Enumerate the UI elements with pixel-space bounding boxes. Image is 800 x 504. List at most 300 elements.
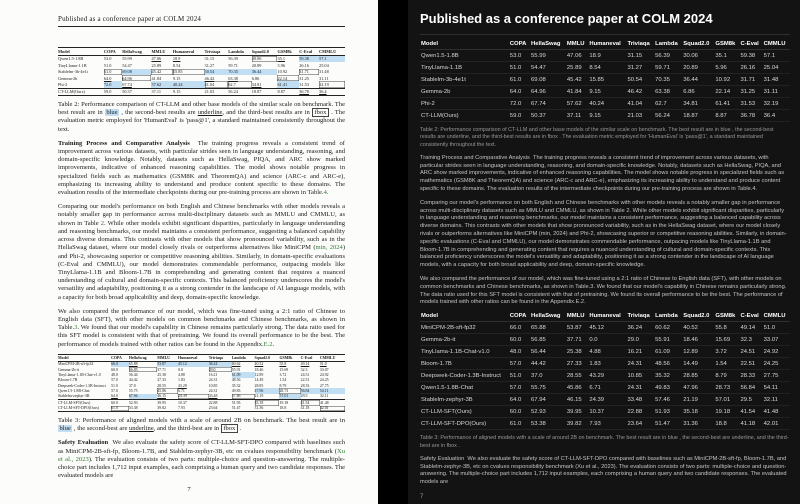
metric-value: 65.88 bbox=[530, 322, 566, 334]
metric-value: 31.71 bbox=[299, 69, 319, 75]
table-2-caption-dark: Table 2: Performance comparison of CT-LLM and other base models of the similar scale on benchmark. The best result are in blue , the second-best results are underline, and the third-best results are in fbox . The evaluation metric employed for 'HumanEval' is 'pass@1', a standard maintained consistently throughout the text. bbox=[420, 127, 774, 148]
column-header: COPA bbox=[104, 48, 122, 56]
citation-link[interactable]: 2 bbox=[100, 219, 105, 227]
metric-value: 54.47 bbox=[530, 62, 566, 74]
metric-value: 45.12 bbox=[178, 361, 209, 367]
metric-value: 56.44 bbox=[128, 372, 138, 377]
metric-value: 45.86 bbox=[566, 382, 588, 394]
metric-value: 20.89 bbox=[251, 62, 262, 68]
column-header: C-Eval bbox=[739, 38, 762, 50]
paper-page-light bbox=[0, 0, 378, 504]
metric-value: 8.79 bbox=[714, 370, 739, 382]
table-row bbox=[420, 322, 790, 334]
table-row bbox=[420, 382, 790, 394]
metric-value: 25.89 bbox=[566, 62, 588, 74]
metric-value: 61.09 bbox=[654, 346, 682, 358]
metric-value: 9.15 bbox=[588, 86, 626, 98]
table-row bbox=[420, 394, 790, 406]
metric-value: 57.0 bbox=[509, 358, 530, 370]
text-run: We also evaluate the safety score of CT-LLM-SFT-DPO compared with baselines such as MiniCPM-2B-sft-fp, Bloom-1.7B, and Stablelm-zephyr-3B, etc on cvalues responsibility benchmark ( bbox=[58, 439, 345, 455]
metric-value: 44.42 bbox=[530, 358, 566, 370]
metric-value: 64.0 bbox=[509, 86, 530, 98]
model-name: CT-LLM-SFT-DPO(Ours) bbox=[58, 406, 99, 411]
metric-value: 31.36 bbox=[254, 406, 264, 411]
metric-value: 43.29 bbox=[588, 370, 626, 382]
metric-value: 47.06 bbox=[151, 56, 162, 62]
model-name: Gemma-2b-it bbox=[58, 367, 79, 372]
metric-value: 36.4 bbox=[763, 110, 790, 122]
metric-value: 32.11 bbox=[319, 394, 329, 399]
metric-value: 45.12 bbox=[588, 322, 626, 334]
metric-value: 55.8 bbox=[279, 362, 287, 367]
metric-value: 15.69 bbox=[279, 367, 289, 372]
metric-value: 15.69 bbox=[714, 334, 739, 346]
metric-value: 54.11 bbox=[763, 382, 790, 394]
model-name: Bloom-1.7B bbox=[58, 378, 78, 383]
metric-value: 31.48 bbox=[319, 69, 329, 75]
metric-value: 36.44 bbox=[252, 69, 278, 75]
model-name: Deepseek-Coder-1.3B-Instruct bbox=[58, 383, 106, 388]
metric-value: 57.01 bbox=[714, 394, 739, 406]
metric-value: 31.25 bbox=[739, 86, 762, 98]
metric-value: 52.93 bbox=[129, 400, 157, 406]
text-run: We also compared the performance of our model, which was fine-tuned using a 2:1 ratio of Chinese to English data (SFT), with other models on common benchmarks and Chinese benchmarks, as shown in Table. bbox=[58, 307, 345, 332]
metric-value: 57.46 bbox=[232, 394, 255, 400]
column-header: Lambda bbox=[654, 38, 682, 50]
fbox-sample: fbox bbox=[312, 108, 329, 117]
metric-value: 57.46 bbox=[654, 394, 682, 406]
model-name: MiniCPM-2B-sft-fp32 bbox=[420, 322, 509, 334]
metric-value: 22.51 bbox=[739, 358, 762, 370]
metric-value: 24.31 bbox=[626, 358, 654, 370]
metric-value: 60.0 bbox=[509, 406, 530, 418]
metric-value: 51.47 bbox=[654, 418, 682, 430]
column-header: Humaneval bbox=[588, 310, 626, 322]
metric-value: 21.03 bbox=[626, 110, 654, 122]
citation-link[interactable]: min, 2024 bbox=[315, 244, 343, 252]
metric-value: 18.8 bbox=[279, 406, 287, 411]
metric-value: 31.15 bbox=[204, 56, 215, 62]
metric-value: 19.18 bbox=[279, 400, 300, 406]
model-name: MiniCPM-2B-sft-fp32 bbox=[58, 362, 94, 367]
metric-value: 41.18 bbox=[739, 418, 762, 430]
metric-value: 24.51 bbox=[739, 346, 762, 358]
metric-value: 36.78 bbox=[739, 110, 762, 122]
text-run: . bbox=[326, 189, 329, 197]
metric-value: 27.33 bbox=[157, 378, 166, 383]
metric-value: 20.89 bbox=[682, 62, 714, 74]
metric-value: 35.1 bbox=[714, 50, 739, 62]
metric-value: 41.48 bbox=[763, 406, 790, 418]
metric-value: 63.38 bbox=[228, 75, 238, 81]
metric-value: 55.99 bbox=[530, 50, 566, 62]
metric-value: 50.54 bbox=[626, 74, 654, 86]
column-header: Lambda bbox=[654, 310, 682, 322]
metric-value: 47.96 bbox=[682, 382, 714, 394]
metric-value: 57.1 bbox=[763, 50, 790, 62]
metric-value: 51.0 bbox=[319, 362, 327, 367]
fbox-sample: fbox bbox=[221, 424, 238, 433]
metric-value: 35.32 bbox=[654, 370, 682, 382]
metric-value: 41.48 bbox=[320, 400, 345, 406]
metric-value: 36.24 bbox=[209, 361, 232, 367]
metric-value: 56.85 bbox=[530, 334, 566, 346]
metric-value: 55.8 bbox=[714, 322, 739, 334]
model-name: Phi-2 bbox=[58, 81, 68, 87]
metric-value: 7.93 bbox=[178, 406, 185, 411]
metric-value: 56.84 bbox=[301, 388, 320, 393]
metric-value: 46.15 bbox=[157, 394, 166, 399]
metric-value: 8.54 bbox=[588, 62, 626, 74]
metric-value: 10.92 bbox=[714, 74, 739, 86]
metric-value: 33.48 bbox=[208, 394, 218, 399]
citation-link[interactable]: Xu et al., 2023 bbox=[58, 447, 345, 463]
metric-value: 61.0 bbox=[104, 69, 122, 75]
metric-value: 37.0 bbox=[128, 383, 136, 388]
metric-value: 27.75 bbox=[763, 370, 790, 382]
paper-page-dark bbox=[408, 0, 800, 504]
metric-value: 41.18 bbox=[300, 406, 310, 411]
metric-value: 60.62 bbox=[231, 362, 241, 367]
metric-value: 51.0 bbox=[111, 383, 118, 388]
metric-value: 15.85 bbox=[588, 74, 626, 86]
metric-value: 35.1 bbox=[277, 56, 286, 62]
column-header: Lambda bbox=[232, 354, 255, 361]
metric-value: 33.07 bbox=[763, 334, 790, 346]
running-header-dark: Published as a conference paper at COLM 2024 bbox=[420, 6, 790, 35]
metric-value: 57.01 bbox=[279, 394, 300, 400]
metric-value: 55.91 bbox=[654, 334, 682, 346]
column-header: Model bbox=[58, 354, 111, 361]
metric-value: 18.8 bbox=[714, 418, 739, 430]
metric-value: 32.3 bbox=[739, 334, 762, 346]
column-header: COPA bbox=[509, 38, 530, 50]
metric-value: 59.0 bbox=[104, 88, 122, 95]
metric-value: 49.14 bbox=[739, 322, 762, 334]
column-header: CMMLU bbox=[320, 354, 345, 361]
model-name: TinyLlama-1.1B-Chat-v1.0 bbox=[420, 346, 509, 358]
metric-value: 9.15 bbox=[588, 110, 626, 122]
metric-value: 22.14 bbox=[277, 75, 299, 81]
metric-value: 25.89 bbox=[151, 62, 162, 68]
metric-value: 55.75 bbox=[128, 389, 138, 394]
table-2-caption bbox=[58, 101, 345, 134]
metric-value: 72.0 bbox=[509, 98, 530, 110]
underline-sample: underline bbox=[197, 109, 223, 117]
column-header: Model bbox=[420, 310, 509, 322]
model-name: Gemma-2b bbox=[420, 86, 509, 98]
metric-value: 27.33 bbox=[566, 358, 588, 370]
metric-value: 65.88 bbox=[128, 362, 138, 367]
metric-value: 45.42 bbox=[566, 74, 588, 86]
metric-value: 41.54 bbox=[301, 400, 320, 406]
metric-value: 37.11 bbox=[151, 88, 172, 95]
metric-value: 10.85 bbox=[208, 383, 218, 388]
model-name: Stablelm-zephyr-3B bbox=[420, 394, 509, 406]
column-header: Humaneval bbox=[173, 48, 205, 56]
metric-value: 41.54 bbox=[739, 406, 762, 418]
metric-value: 40.52 bbox=[254, 362, 264, 367]
metric-value: 51.93 bbox=[232, 400, 255, 406]
metric-value: 28.33 bbox=[300, 383, 310, 388]
table-row bbox=[420, 50, 790, 62]
paragraph-training-analysis bbox=[58, 140, 345, 197]
table-row bbox=[420, 74, 790, 86]
column-header: Model bbox=[420, 38, 509, 50]
metric-value: 53.87 bbox=[566, 322, 588, 334]
metric-value: 5.96 bbox=[714, 62, 739, 74]
metric-value: 60.62 bbox=[654, 322, 682, 334]
metric-value: 33.07 bbox=[319, 367, 329, 372]
metric-value: 4.88 bbox=[178, 372, 185, 377]
metric-value: 24.51 bbox=[300, 372, 310, 377]
metric-value: 28.85 bbox=[682, 370, 714, 382]
metric-value: 29.5 bbox=[739, 394, 762, 406]
metric-value: 56.39 bbox=[228, 56, 238, 62]
metric-value: 6.86 bbox=[251, 75, 260, 81]
metric-value: 61.09 bbox=[232, 372, 255, 377]
column-header: HellaSwag bbox=[129, 354, 157, 361]
column-header: CMMLU bbox=[319, 48, 345, 56]
column-header: HellaSwag bbox=[530, 310, 566, 322]
metric-value: 9.15 bbox=[173, 88, 205, 95]
blue-highlight-sample: blue bbox=[59, 425, 71, 433]
metric-value: 61.0 bbox=[111, 406, 129, 412]
model-name: Gemma-2b bbox=[58, 75, 78, 81]
metric-value: 28.73 bbox=[279, 388, 300, 393]
metric-value: 55.99 bbox=[122, 56, 132, 62]
metric-value: 66.0 bbox=[111, 361, 129, 367]
metric-value: 39.82 bbox=[157, 406, 166, 411]
metric-value: 61.0 bbox=[509, 74, 530, 86]
table-row bbox=[420, 418, 790, 430]
metric-value: 54.11 bbox=[320, 388, 345, 393]
metric-value: 46.42 bbox=[204, 75, 215, 81]
column-header: Squad2.0 bbox=[255, 354, 280, 361]
metric-value: 56.85 bbox=[129, 367, 157, 372]
column-header: MMLU bbox=[566, 38, 588, 50]
metric-value: 45.42 bbox=[151, 69, 172, 75]
metric-value: 40.24 bbox=[588, 98, 626, 110]
metric-value: 18.87 bbox=[252, 88, 278, 95]
metric-value: 31.27 bbox=[626, 62, 654, 74]
column-header: COPA bbox=[111, 354, 129, 361]
metric-value: 24.39 bbox=[178, 394, 209, 400]
metric-value: 8.54 bbox=[172, 62, 181, 68]
metric-value: 51.0 bbox=[103, 62, 112, 68]
metric-value: 62.7 bbox=[228, 81, 252, 88]
metric-value: 53.0 bbox=[103, 56, 112, 62]
table-row bbox=[420, 86, 790, 98]
metric-value: 66.0 bbox=[509, 322, 530, 334]
metric-value: 41.84 bbox=[151, 75, 162, 81]
metric-value: 53.0 bbox=[509, 50, 530, 62]
metric-value: 7.93 bbox=[588, 418, 626, 430]
metric-value: 0.0 bbox=[588, 334, 626, 346]
text-run: . While other models exhibit significant disparities, particularly in language understanding and reasoning benchmarks, our model maintains a consistent performance, suggesting a balanced capability across diverse domains. This contrasts with other models that show pronounced variability, such as in the HellaSwag dataset, where our model closely rivals or outperforms alternatives like MiniCPM ( bbox=[58, 219, 345, 252]
metric-value: 63.38 bbox=[654, 86, 682, 98]
metric-value: 36.78 bbox=[299, 88, 319, 95]
metric-value: 64.0 bbox=[111, 394, 118, 399]
metric-value: 49.83 bbox=[231, 389, 241, 394]
metric-value: 32.3 bbox=[300, 367, 308, 372]
metric-value: 56.84 bbox=[739, 382, 762, 394]
metric-value: 59.71 bbox=[654, 62, 682, 74]
metric-value: 35.18 bbox=[255, 400, 280, 406]
metric-value: 10.37 bbox=[588, 406, 626, 418]
metric-value: 1.83 bbox=[588, 358, 626, 370]
metric-value: 32.19 bbox=[319, 81, 345, 88]
metric-value: 31.11 bbox=[319, 75, 329, 81]
metric-value: 37.0 bbox=[530, 370, 566, 382]
metric-value: 23.64 bbox=[208, 406, 218, 411]
metric-value: 29.0 bbox=[209, 367, 232, 372]
model-name: CT-LLM-SFT-DPO(Ours) bbox=[420, 418, 509, 430]
metric-value: 41.04 bbox=[626, 98, 654, 110]
metric-value: 59.0 bbox=[509, 110, 530, 122]
column-header: C-Eval bbox=[739, 310, 762, 322]
column-header: GSM8k bbox=[714, 310, 739, 322]
metric-value: 28.33 bbox=[739, 370, 762, 382]
header-row bbox=[420, 38, 790, 50]
metric-value: 57.0 bbox=[509, 382, 530, 394]
metric-value: 39.95 bbox=[566, 406, 588, 418]
metric-value: 24.31 bbox=[208, 378, 218, 383]
metric-value: 57.0 bbox=[111, 378, 118, 383]
metric-value: 56.24 bbox=[228, 88, 252, 95]
metric-value: 49.14 bbox=[300, 362, 310, 367]
metric-value: 40.52 bbox=[682, 322, 714, 334]
model-name: Stablelm-3b-4e1t bbox=[420, 74, 509, 86]
metric-value: 24.39 bbox=[588, 394, 626, 406]
model-name: Qwen1.5-1.8B-Chat bbox=[58, 389, 90, 394]
citation-link[interactable]: 3 bbox=[74, 324, 78, 332]
metric-value: 8.87 bbox=[714, 110, 739, 122]
metric-value: 34.81 bbox=[251, 81, 262, 87]
column-header: MMLU bbox=[157, 354, 178, 361]
metric-value: 25.38 bbox=[157, 372, 166, 377]
metric-value: 46.15 bbox=[566, 394, 588, 406]
metric-value: 34.81 bbox=[682, 98, 714, 110]
table-3-dark bbox=[420, 310, 790, 430]
model-name: TinyLlama-1.1B bbox=[420, 62, 509, 74]
column-header: Triviaqa bbox=[626, 310, 654, 322]
metric-value: 31.25 bbox=[299, 75, 309, 81]
column-header: C-Eval bbox=[299, 48, 319, 56]
metric-value: 25.38 bbox=[566, 346, 588, 358]
column-header: Lambda bbox=[228, 48, 252, 56]
metric-value: 24.25 bbox=[763, 358, 790, 370]
table-2-dark bbox=[420, 38, 790, 122]
metric-value: 16.21 bbox=[626, 346, 654, 358]
model-name: Qwen1.5-1.8B bbox=[58, 56, 84, 62]
metric-value: 40.24 bbox=[173, 81, 205, 88]
metric-value: 31.53 bbox=[299, 81, 309, 87]
running-header: Published as a conference paper at COLM 2024 bbox=[58, 9, 345, 27]
metric-value: 6.86 bbox=[682, 86, 714, 98]
metric-value: 48.0 bbox=[111, 372, 118, 377]
metric-value: 60.0 bbox=[509, 334, 530, 346]
metric-value: 51.0 bbox=[509, 370, 530, 382]
metric-value: 22.14 bbox=[714, 86, 739, 98]
column-header: GSM8k bbox=[277, 48, 299, 56]
text-run: . bbox=[272, 340, 275, 348]
citation-link[interactable]: 4 bbox=[323, 189, 327, 197]
column-header: Squad2.0 bbox=[682, 310, 714, 322]
model-name: Qwen1.5-1.8B-Chat bbox=[420, 382, 509, 394]
metric-value: 24.31 bbox=[626, 382, 654, 394]
metric-value: 35.32 bbox=[231, 383, 241, 388]
column-header: Model bbox=[58, 48, 104, 56]
table-row bbox=[420, 334, 790, 346]
metric-value: 54.47 bbox=[122, 62, 132, 68]
column-header: CMMLU bbox=[763, 38, 790, 50]
column-header: HellaSwag bbox=[530, 38, 566, 50]
metric-value: 59.38 bbox=[299, 55, 319, 62]
metric-value: 3.72 bbox=[279, 372, 287, 377]
metric-value: 51.0 bbox=[509, 62, 530, 74]
metric-value: 37.71 bbox=[157, 367, 166, 372]
underline-sample: underline bbox=[129, 425, 154, 433]
paragraph-safety-evaluation-dark: Safety Evaluation We also evaluate the safety score of CT-LLM-SFT-DPO compared with baselines such as MiniCPM-2B-sft-fp, Bloom-1.7B, and Stablelm-zephyr-3B, etc on cvalues responsibility benchmark (Xu et al., 2023). The evaluation consists of two parts: multiple-choice and question-answering. The multiple-choice part includes 1,712 input examples, each comprising a human query and two candidate responses. The evaluated models are bbox=[420, 455, 787, 486]
metric-value: 59.71 bbox=[228, 62, 238, 68]
metric-value: 18.46 bbox=[682, 334, 714, 346]
metric-value: 46.42 bbox=[626, 86, 654, 98]
metric-value: 69.08 bbox=[530, 74, 566, 86]
metric-value: 14.49 bbox=[254, 378, 264, 383]
column-header: GSM8k bbox=[279, 354, 300, 361]
metric-value: 1.54 bbox=[279, 378, 287, 383]
metric-value: 48.56 bbox=[654, 358, 682, 370]
metric-value: 5.96 bbox=[277, 62, 286, 68]
table-row bbox=[58, 55, 345, 62]
model-name: CT-LLM-SFT(Ours) bbox=[420, 406, 509, 418]
column-header: Squad2.0 bbox=[252, 48, 278, 56]
metric-value: 57.62 bbox=[151, 81, 172, 88]
metric-value: 23.64 bbox=[626, 418, 654, 430]
metric-value: 22.88 bbox=[209, 400, 232, 406]
metric-value: 67.74 bbox=[122, 81, 132, 87]
metric-value: 62.7 bbox=[654, 98, 682, 110]
metric-value: 51.0 bbox=[763, 322, 790, 334]
metric-value: 67.94 bbox=[530, 394, 566, 406]
paragraph-training-analysis-dark: Training Process and Comparative Analysis The training progress reveals a consistent trend of improvement across various datasets, with particular strides seen in language understanding, reasoning, and domain-specific knowledge. Notably, datasets such as HellaSwag, PIQA, and ARC show marked improvements, indicative of enhanced reasoning capabilities. The model shows notable progress in specialized fields such as mathematics (GSM8K and TheoremQA) and science (ARC-c and ARC-e), emphasizing its increasing ability to understand and produce content specific to these domains. The evaluation results of the intermediate checkpoints during our pre-training process are shown in Table.4. bbox=[420, 154, 785, 192]
metric-value: 42.01 bbox=[763, 418, 790, 430]
metric-value: 57.62 bbox=[566, 98, 588, 110]
metric-value: 24.92 bbox=[319, 372, 329, 377]
metric-value: 36.4 bbox=[319, 88, 345, 95]
metric-value: 55.75 bbox=[530, 382, 566, 394]
metric-value: 61.41 bbox=[277, 81, 299, 88]
metric-value: 70.35 bbox=[228, 69, 252, 75]
metric-value: 69.08 bbox=[122, 69, 151, 75]
metric-value: 56.44 bbox=[530, 346, 566, 358]
metric-value: 8.87 bbox=[277, 88, 299, 95]
table-row bbox=[420, 406, 790, 418]
citation-link[interactable]: E.2 bbox=[263, 340, 273, 348]
metric-value: 47.06 bbox=[566, 50, 588, 62]
metric-value: 19.18 bbox=[714, 406, 739, 418]
metric-value: 59.38 bbox=[739, 50, 762, 62]
column-header: GSM8k bbox=[714, 38, 739, 50]
metric-value: 51.93 bbox=[654, 406, 682, 418]
metric-value: 4.88 bbox=[588, 346, 626, 358]
page-number-dark: 7 bbox=[420, 493, 424, 500]
text-run: The training progress reveals a consistent trend of improvement across various datasets, with particular strides seen in language understanding, reasoning, and domain-specific knowledge. Notably, datasets such as HellaSwag, PIQA, and ARC show marked improvements, indicative of enhanced reasoning capabilities. The model shows notable progress in specialized fields such as mathematics (GSM8K and TheoremQA) and science (ARC-c and ARC-e), emphasizing its increasing ability to understand and produce content specific to these domains. The evaluation results of the intermediate checkpoints during our pre-training process are shown in Table. bbox=[58, 139, 345, 197]
metric-value: 48.0 bbox=[509, 346, 530, 358]
metric-value: 67.74 bbox=[530, 98, 566, 110]
metric-value: 35.18 bbox=[682, 406, 714, 418]
